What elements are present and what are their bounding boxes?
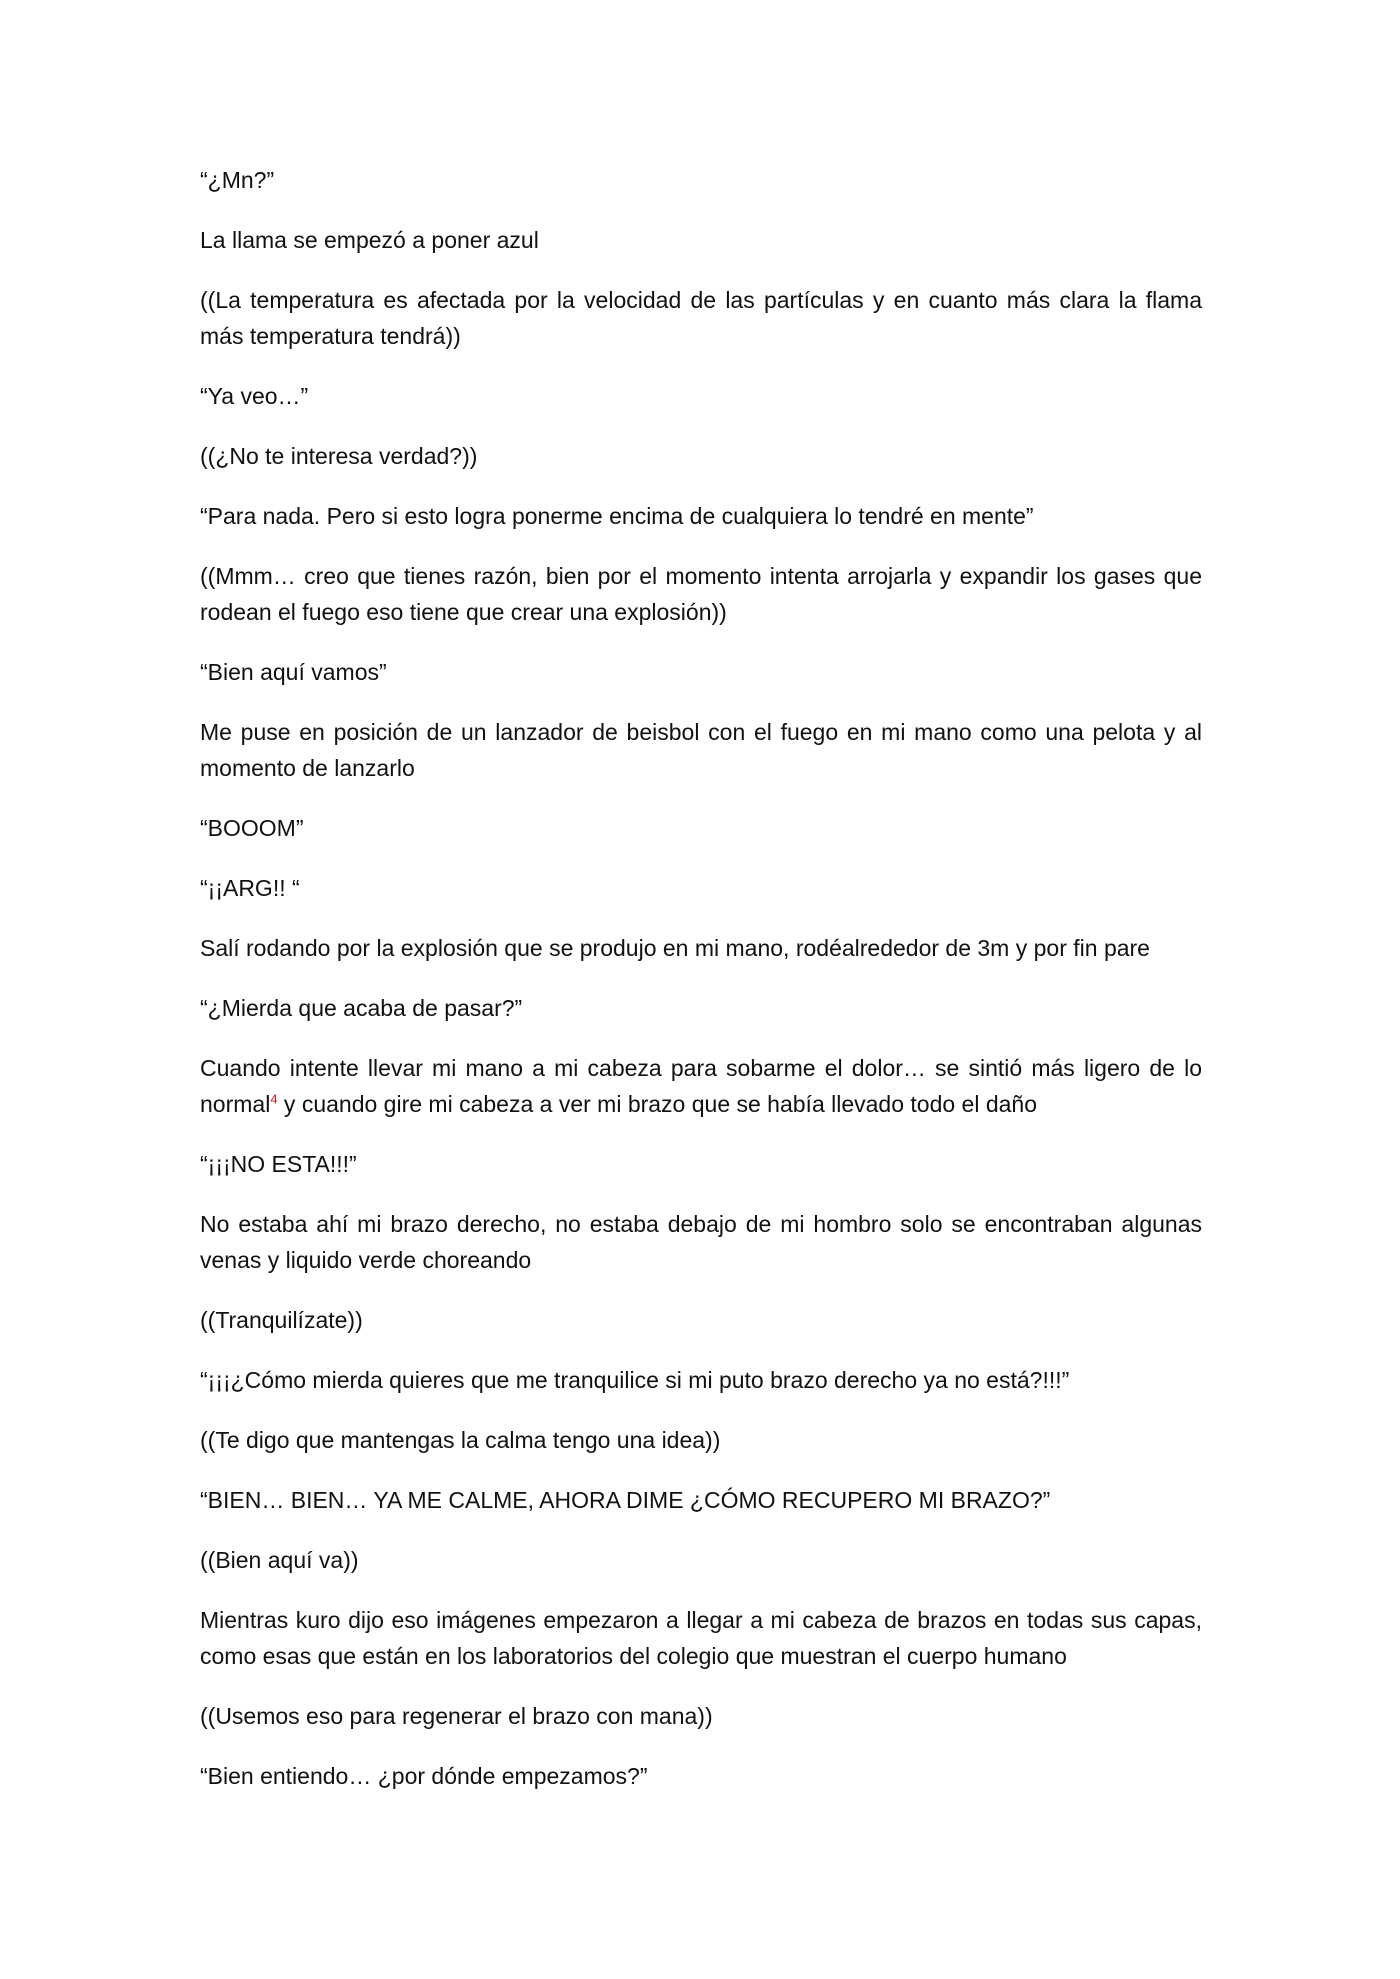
footnote-reference[interactable]: 4 [270, 1091, 278, 1107]
paragraph: ((Te digo que mantengas la calma tengo una idea)) [200, 1427, 721, 1453]
paragraph: ((La temperatura es afectada por la velocidad de las partículas y en cuanto más clara la flama más temperatura tendrá)) [200, 287, 1202, 349]
paragraph: Mientras kuro dijo eso imágenes empezaron a llegar a mi cabeza de brazos en todas sus capas, como esas que están en los laboratorios del colegio que muestran el cuerpo humano [200, 1607, 1202, 1669]
paragraph: “¡¡ARG!! “ [200, 875, 300, 901]
paragraph: “BOOOM” [200, 815, 304, 841]
paragraph: ((Bien aquí va)) [200, 1547, 359, 1573]
paragraph-with-footnote [200, 1050, 1202, 1122]
paragraph: “¡¡¡NO ESTA!!!” [200, 1151, 357, 1177]
paragraph: Salí rodando por la explosión que se produjo en mi mano, rodéalrededor de 3m y por fin pare [200, 935, 1150, 961]
paragraph-text: y cuando gire mi cabeza a ver mi brazo que se había llevado todo el daño [277, 1091, 1038, 1117]
paragraph: “Bien aquí vamos” [200, 659, 387, 685]
paragraph: “¡¡¡¿Cómo mierda quieres que me tranquilice si mi puto brazo derecho ya no está?!!!” [200, 1367, 1070, 1393]
paragraph: “BIEN… BIEN… YA ME CALME, AHORA DIME ¿CÓMO RECUPERO MI BRAZO?” [200, 1487, 1051, 1513]
paragraph-text: Cuando intente llevar mi mano a mi cabeza para sobarme el dolor… se sintió más ligero de lo normal [200, 1055, 1202, 1117]
paragraph: ((Usemos eso para regenerar el brazo con mana)) [200, 1703, 713, 1729]
paragraph: ((Mmm… creo que tienes razón, bien por el momento intenta arrojarla y expandir los gases que rodean el fuego eso tiene que crear una explosión)) [200, 563, 1202, 625]
paragraph: “Para nada. Pero si esto logra ponerme encima de cualquiera lo tendré en mente” [200, 503, 1034, 529]
document-body [200, 162, 1202, 1818]
paragraph: ((Tranquilízate)) [200, 1307, 363, 1333]
paragraph: ((¿No te interesa verdad?)) [200, 443, 478, 469]
paragraph: Me puse en posición de un lanzador de beisbol con el fuego en mi mano como una pelota y al momento de lanzarlo [200, 719, 1202, 781]
paragraph: No estaba ahí mi brazo derecho, no estaba debajo de mi hombro solo se encontraban algunas venas y liquido verde choreando [200, 1211, 1202, 1273]
paragraph: “Bien entiendo… ¿por dónde empezamos?” [200, 1763, 648, 1789]
paragraph: La llama se empezó a poner azul [200, 227, 539, 253]
paragraph: “Ya veo…” [200, 383, 309, 409]
paragraph: “¿Mn?” [200, 167, 275, 193]
paragraph: “¿Mierda que acaba de pasar?” [200, 995, 523, 1021]
